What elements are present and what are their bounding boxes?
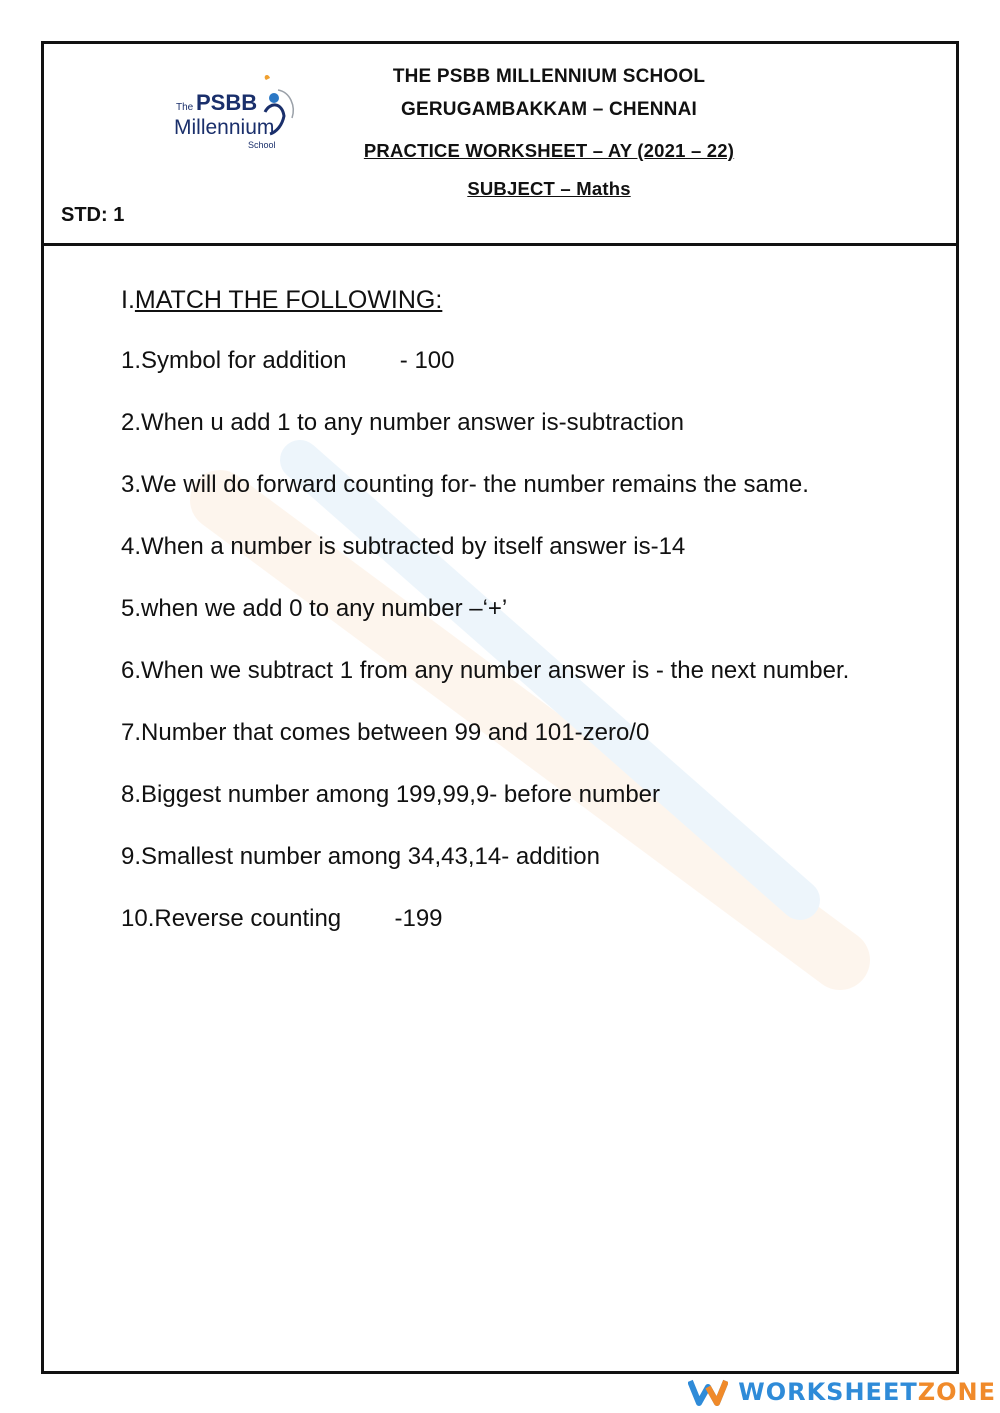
worksheet-title: PRACTICE WORKSHEET – AY (2021 – 22) xyxy=(363,140,735,161)
svg-text:Millennium: Millennium xyxy=(174,116,275,139)
svg-text:PSBB: PSBB xyxy=(196,90,258,115)
std-label: STD: 1 xyxy=(61,204,125,226)
brand-zone: ZONE xyxy=(917,1378,996,1406)
school-location: GERUGAMBAKKAM – CHENNAI xyxy=(401,99,697,120)
school-name: THE PSBB MILLENNIUM SCHOOL xyxy=(392,66,706,87)
list-item: 10.Reverse counting -199 xyxy=(121,905,443,932)
list-item: 8.Biggest number among 199,99,9- before number xyxy=(121,781,661,808)
list-item: 7.Number that comes between 99 and 101-zero/0 xyxy=(121,719,650,746)
question-list xyxy=(121,346,883,966)
section-prefix: I. xyxy=(121,286,135,314)
worksheet-header xyxy=(44,44,956,246)
svg-text:The: The xyxy=(176,102,194,113)
worksheet-frame xyxy=(41,41,959,1374)
list-item: 1.Symbol for addition - 100 xyxy=(121,347,455,374)
section-title xyxy=(121,286,442,315)
section-heading: MATCH THE FOLLOWING: xyxy=(134,286,443,314)
list-item: 4.When a number is subtracted by itself answer is-14 xyxy=(121,533,686,560)
worksheetzone-brand xyxy=(688,1377,996,1407)
list-item: 5.when we add 0 to any number –‘+’ xyxy=(121,595,508,622)
list-item: 6.When we subtract 1 from any number answer is - the next number. xyxy=(121,657,850,684)
list-item: 3.We will do forward counting for- the number remains the same. xyxy=(121,471,809,498)
list-item: 9.Smallest number among 34,43,14- addition xyxy=(121,843,600,870)
brand-worksheet: WORKSHEET xyxy=(738,1378,918,1406)
subject-title: SUBJECT – Maths xyxy=(467,178,631,199)
list-item: 2.When u add 1 to any number answer is-subtraction xyxy=(121,409,684,436)
worksheetzone-logo-icon xyxy=(688,1377,728,1407)
svg-text:School: School xyxy=(248,140,276,150)
